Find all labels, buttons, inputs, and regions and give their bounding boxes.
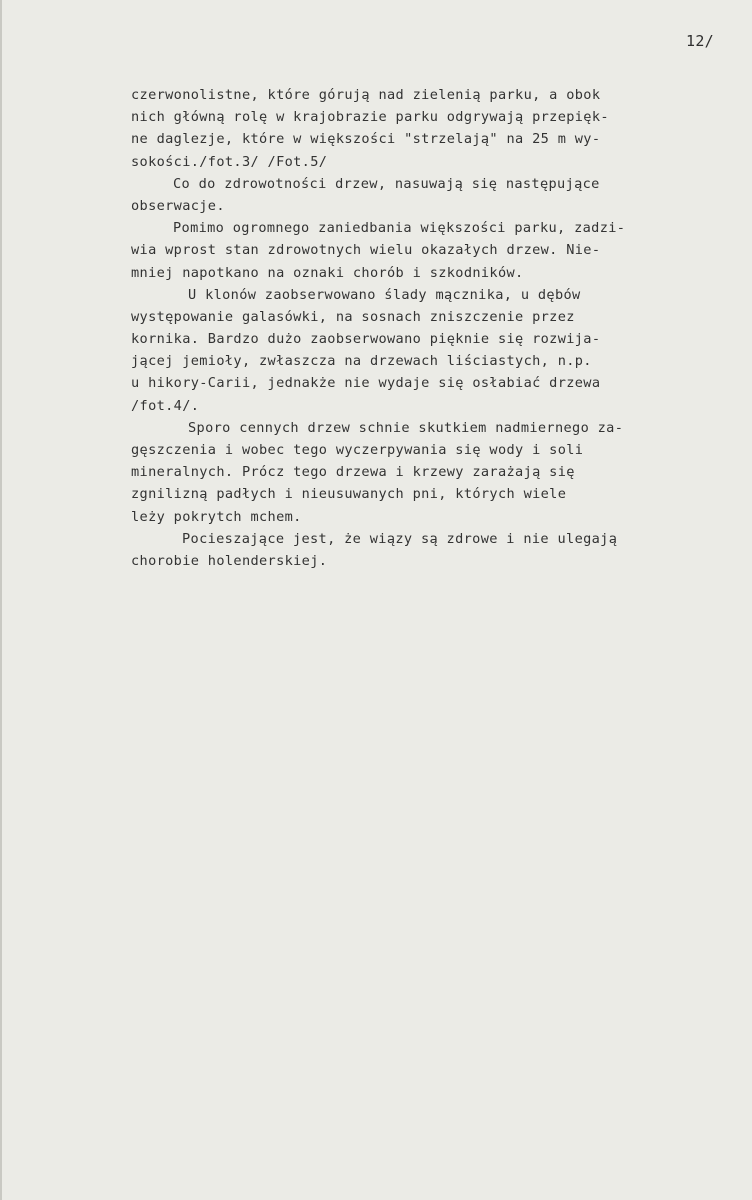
text-line: gęszczenia i wobec tego wyczerpywania się wody i soli bbox=[131, 442, 584, 458]
page-edge bbox=[0, 0, 2, 1200]
text-line: jącej jemioły, zwłaszcza na drzewach liściastych, n.p. bbox=[131, 353, 592, 370]
text-line: obserwacje. bbox=[131, 197, 225, 214]
text-line: chorobie holenderskiej. bbox=[131, 552, 328, 569]
text-line: czerwonolistne, które górują nad zielenią parku, a obok bbox=[131, 87, 601, 103]
text-line: /fot.4/. bbox=[131, 397, 200, 414]
paragraph-start-line: Sporo cennych drzew schnie skutkiem nadmiernego za- bbox=[188, 419, 624, 436]
text-line: wia wprost stan zdrowotnych wielu okazałych drzew. Nie- bbox=[131, 242, 601, 259]
text-line: występowanie galasówki, na sosnach zniszczenie przez bbox=[131, 308, 575, 325]
text-line: u hikory-Carii, jednakże nie wydaje się osłabiać drzewa bbox=[131, 375, 601, 392]
paragraph-start-line: Pocieszające jest, że wiązy są zdrowe i nie ulegają bbox=[182, 530, 618, 547]
typed-text-body bbox=[131, 84, 741, 572]
paragraph-start-line: Pomimo ogromnego zaniedbania większości parku, zadzi- bbox=[173, 220, 626, 237]
text-line: mniej napotkano na oznaki chorób i szkodników. bbox=[131, 264, 524, 281]
paragraph-start-line: Co do zdrowotności drzew, nasuwają się następujące bbox=[173, 175, 600, 192]
text-line: kornika. Bardzo dużo zaobserwowano pięknie się rozwija- bbox=[131, 331, 601, 348]
text-line: zgnilizną padłych i nieusuwanych pni, których wiele bbox=[131, 486, 567, 503]
text-line: sokości./fot.3/ /Fot.5/ bbox=[131, 153, 328, 170]
text-line: mineralnych. Prócz tego drzewa i krzewy zarażają się bbox=[131, 464, 575, 481]
text-line: nich główną rolę w krajobrazie parku odgrywają przepięk- bbox=[131, 109, 609, 126]
paragraph-start-line: U klonów zaobserwowano ślady mącznika, u dębów bbox=[188, 286, 581, 303]
page-number: 12/ bbox=[686, 32, 714, 50]
text-line: ne daglezje, które w większości "strzelają" na 25 m wy- bbox=[131, 131, 601, 148]
text-line: leży pokrytch mchem. bbox=[131, 508, 302, 525]
